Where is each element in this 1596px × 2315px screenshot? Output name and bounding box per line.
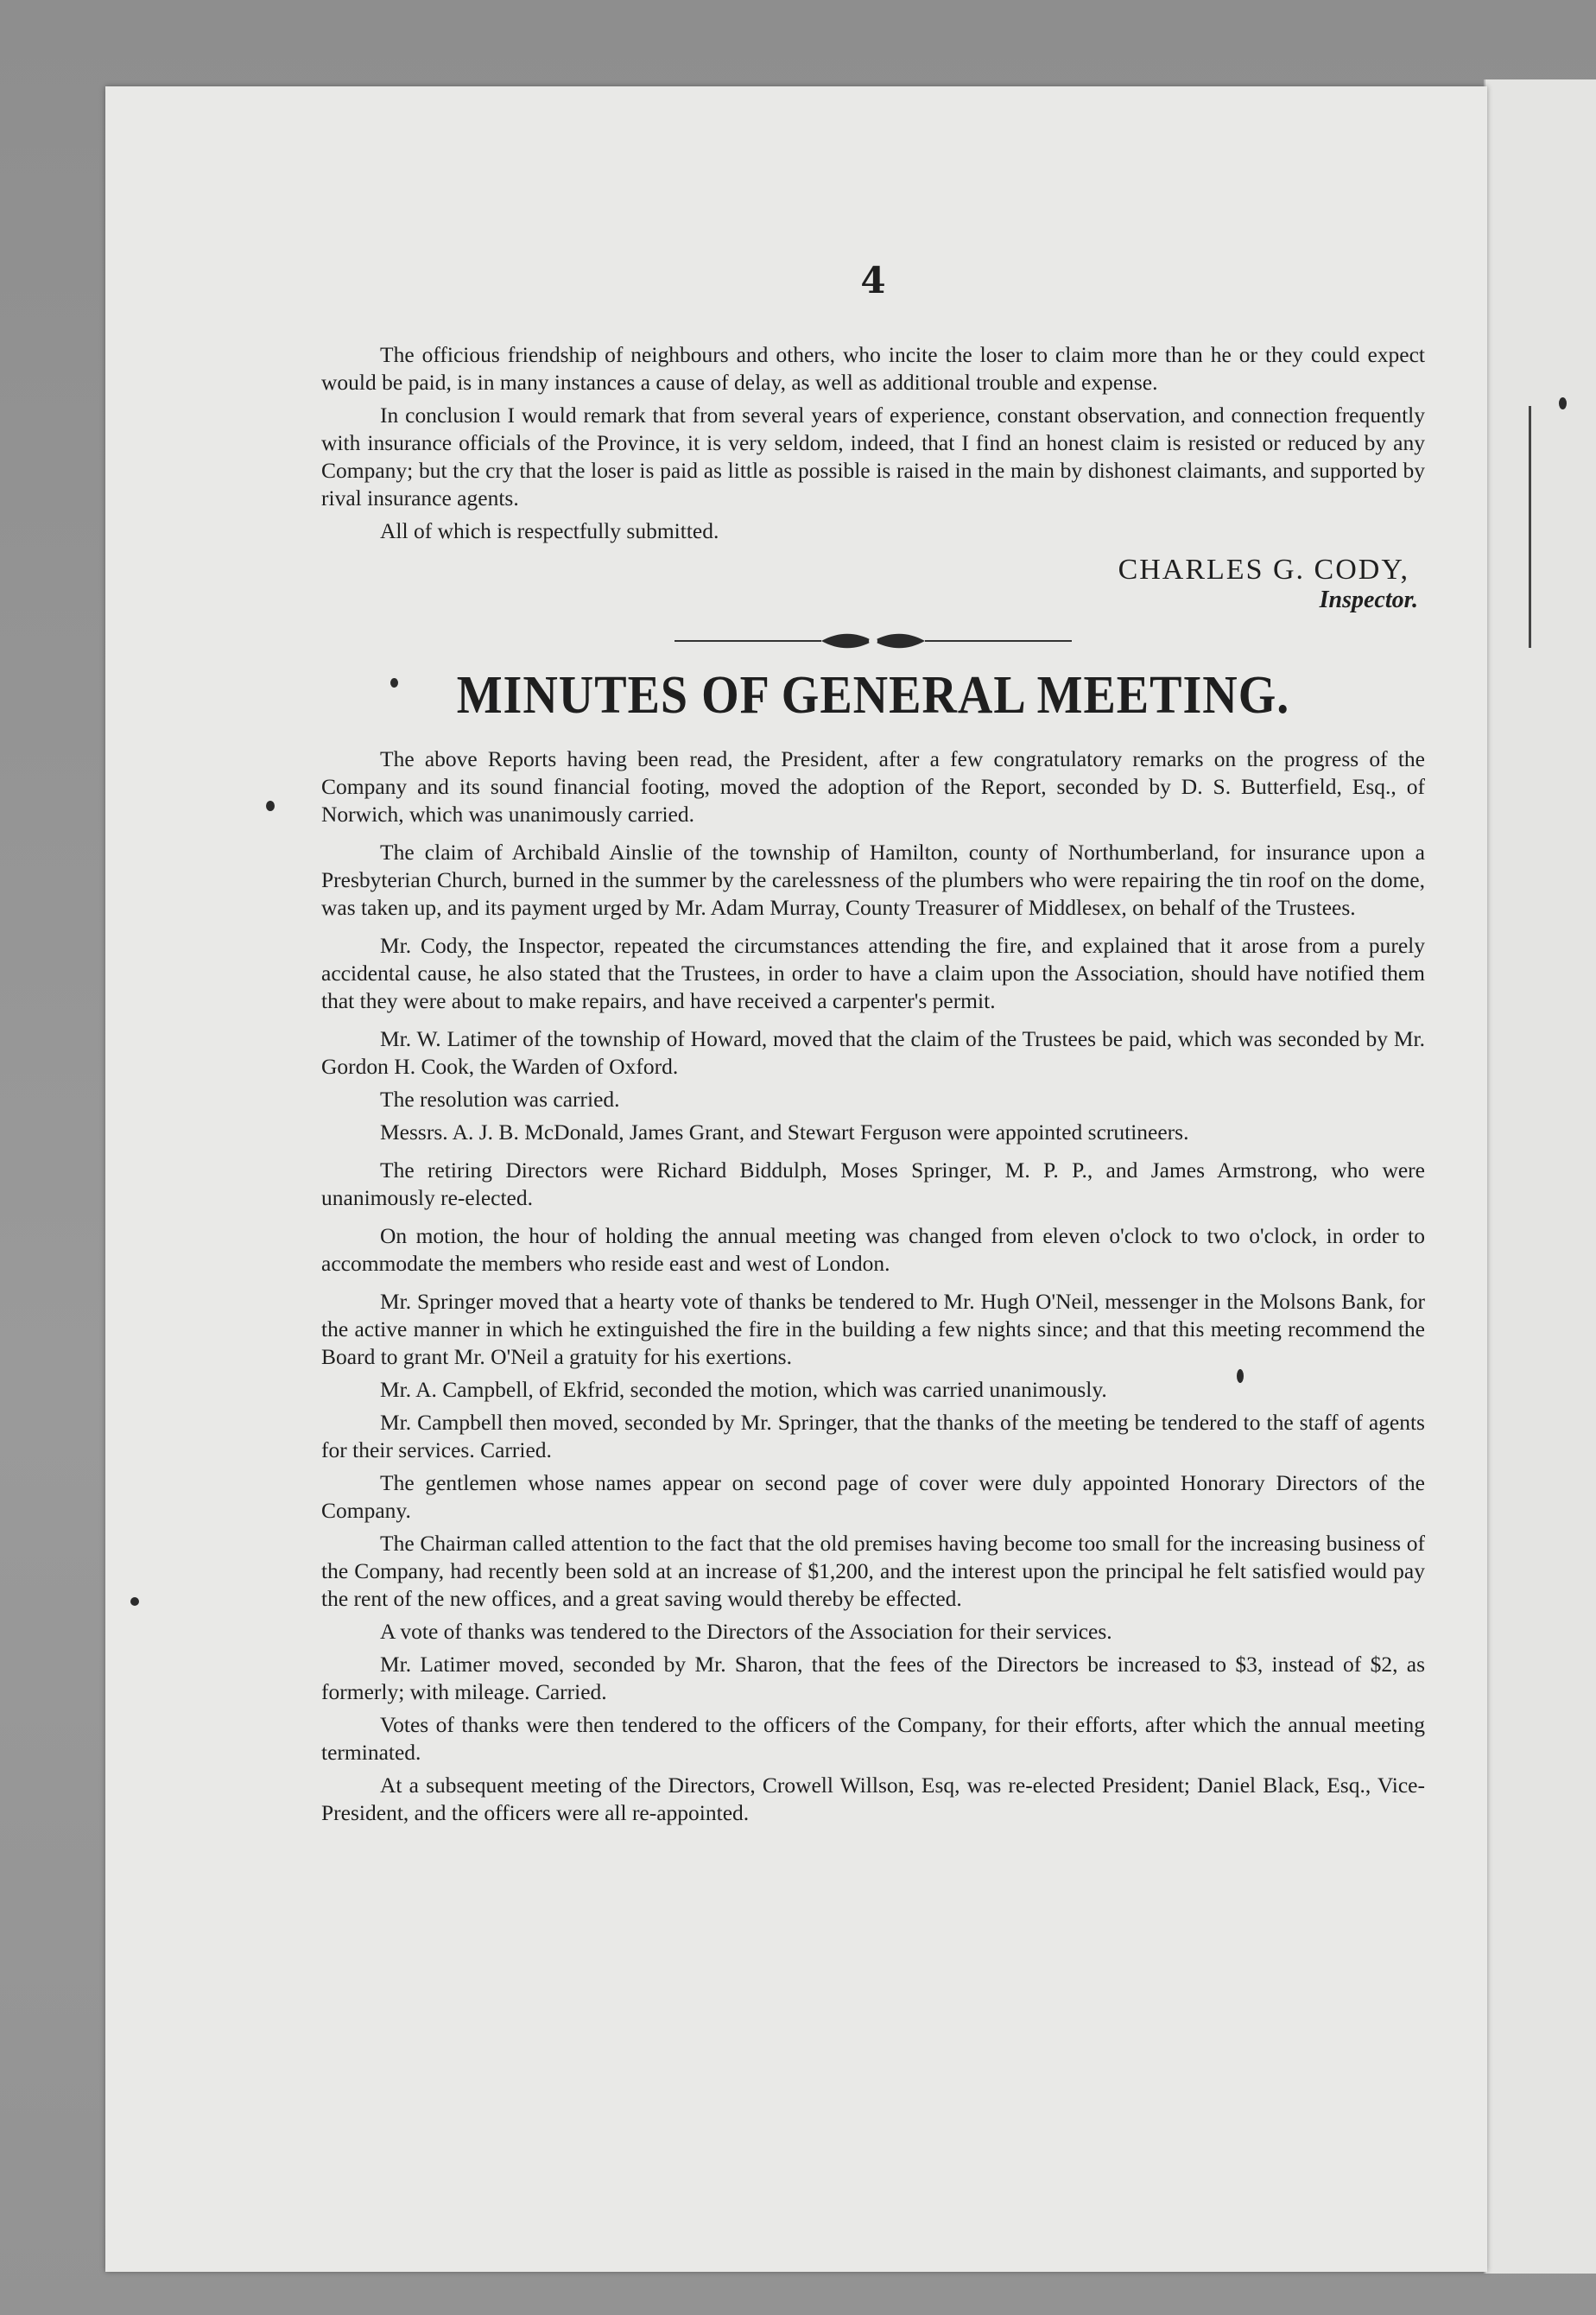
paragraph: Mr. A. Campbell, of Ekfrid, seconded the motion, which was carried unanimously. <box>380 1377 1107 1402</box>
paragraph: The officious friendship of neighbours and others, who incite the loser to claim more than he or they could expect would be paid, is in many instances a cause of delay, as well as additional trouble and expense. <box>321 342 1425 395</box>
paragraph: A vote of thanks was tendered to the Directors of the Association for their services. <box>380 1619 1112 1644</box>
ornamental-rule <box>674 630 1072 652</box>
paragraph: The resolution was carried. <box>380 1087 620 1112</box>
page-title: MINUTES OF GENERAL MEETING. <box>456 665 1290 726</box>
paragraph: In conclusion I would remark that from several years of experience, constant observation, and connection frequently with insurance officials of the Province, it is very seldom, indeed, that I find an honest claim is resisted or reduced by any Company; but the cry that the loser is paid as little as possible is raised in the main by dishonest claimants, and supported by rival insurance agents. <box>321 403 1425 511</box>
paragraph: Messrs. A. J. B. McDonald, James Grant, and Stewart Ferguson were appointed scrutineers. <box>380 1119 1189 1145</box>
paragraph: All of which is respectfully submitted. <box>380 518 719 543</box>
paragraph: At a subsequent meeting of the Directors, Crowell Willson, Esq, was re-elected President; Daniel Black, Esq., Vice-President, and the officers were all re-appointed. <box>321 1773 1425 1825</box>
paragraph: The above Reports having been read, the President, after a few congratulatory remarks on the progress of the Company and its sound financial footing, moved the adoption of the Report, seconded by D. S. Butterfield, Esq., of Norwich, which was unanimously carried. <box>321 746 1425 827</box>
paragraph: Mr. Cody, the Inspector, repeated the circumstances attending the fire, and explained that it arose from a purely accidental cause, he also stated that the Trustees, in order to have a claim upon the Association, should have notified them that they were about to make repairs, and have received a carpenter's permit. <box>321 933 1425 1013</box>
paragraph: Votes of thanks were then tendered to the officers of the Company, for their efforts, after which the annual meeting terminated. <box>321 1712 1425 1765</box>
page-number: 4 <box>860 259 886 301</box>
paragraph: The Chairman called attention to the fact that the old premises having become too small for the increasing business of the Company, had recently been sold at an increase of $1,200, and the interest upon the principal he felt satisfied would pay the rent of the new offices, and a great saving would thereby be effected. <box>321 1531 1425 1611</box>
paragraph: The gentlemen whose names appear on second page of cover were duly appointed Honorary Directors of the Company. <box>321 1470 1425 1523</box>
page-content <box>321 259 1425 1832</box>
paragraph: On motion, the hour of holding the annual meeting was changed from eleven o'clock to two o'clock, in order to accommodate the members who reside east and west of London. <box>321 1223 1425 1276</box>
adjacent-page-edge <box>1484 79 1596 2274</box>
paragraph: Mr. Campbell then moved, seconded by Mr. Springer, that the thanks of the meeting be tendered to the staff of agents for their services. Carried. <box>321 1410 1425 1462</box>
paragraph: The claim of Archibald Ainslie of the township of Hamilton, county of Northumberland, for insurance upon a Presbyterian Church, burned in the summer by the carelessness of the plumbers who were repairing the tin roof on the dome, was taken up, and its payment urged by Mr. Adam Murray, County Treasurer of Middlesex, on behalf of the Trustees. <box>321 840 1425 920</box>
ink-speck <box>1559 397 1567 409</box>
ink-speck <box>266 801 275 811</box>
signature-title: Inspector. <box>1319 587 1418 613</box>
paragraph: The retiring Directors were Richard Biddulph, Moses Springer, M. P. P., and James Armstrong, who were unanimously re-elected. <box>321 1158 1425 1210</box>
paragraph: Mr. W. Latimer of the township of Howard, moved that the claim of the Trustees be paid, which was seconded by Mr. Gordon H. Cook, the Warden of Oxford. <box>321 1026 1425 1079</box>
paragraph: Mr. Latimer moved, seconded by Mr. Sharon, that the fees of the Directors be increased to $3, instead of $2, as formerly; with mileage. Carried. <box>321 1652 1425 1704</box>
bleed-through-mark <box>1529 406 1531 648</box>
paragraph: Mr. Springer moved that a hearty vote of thanks be tendered to Mr. Hugh O'Neil, messenger in the Molsons Bank, for the active manner in which he extinguished the fire in the building a few nights since; and that this meeting recommend the Board to grant Mr. O'Neil a gratuity for his exertions. <box>321 1289 1425 1369</box>
signature-name: CHARLES G. CODY, <box>1118 554 1409 586</box>
ink-speck <box>130 1597 139 1606</box>
